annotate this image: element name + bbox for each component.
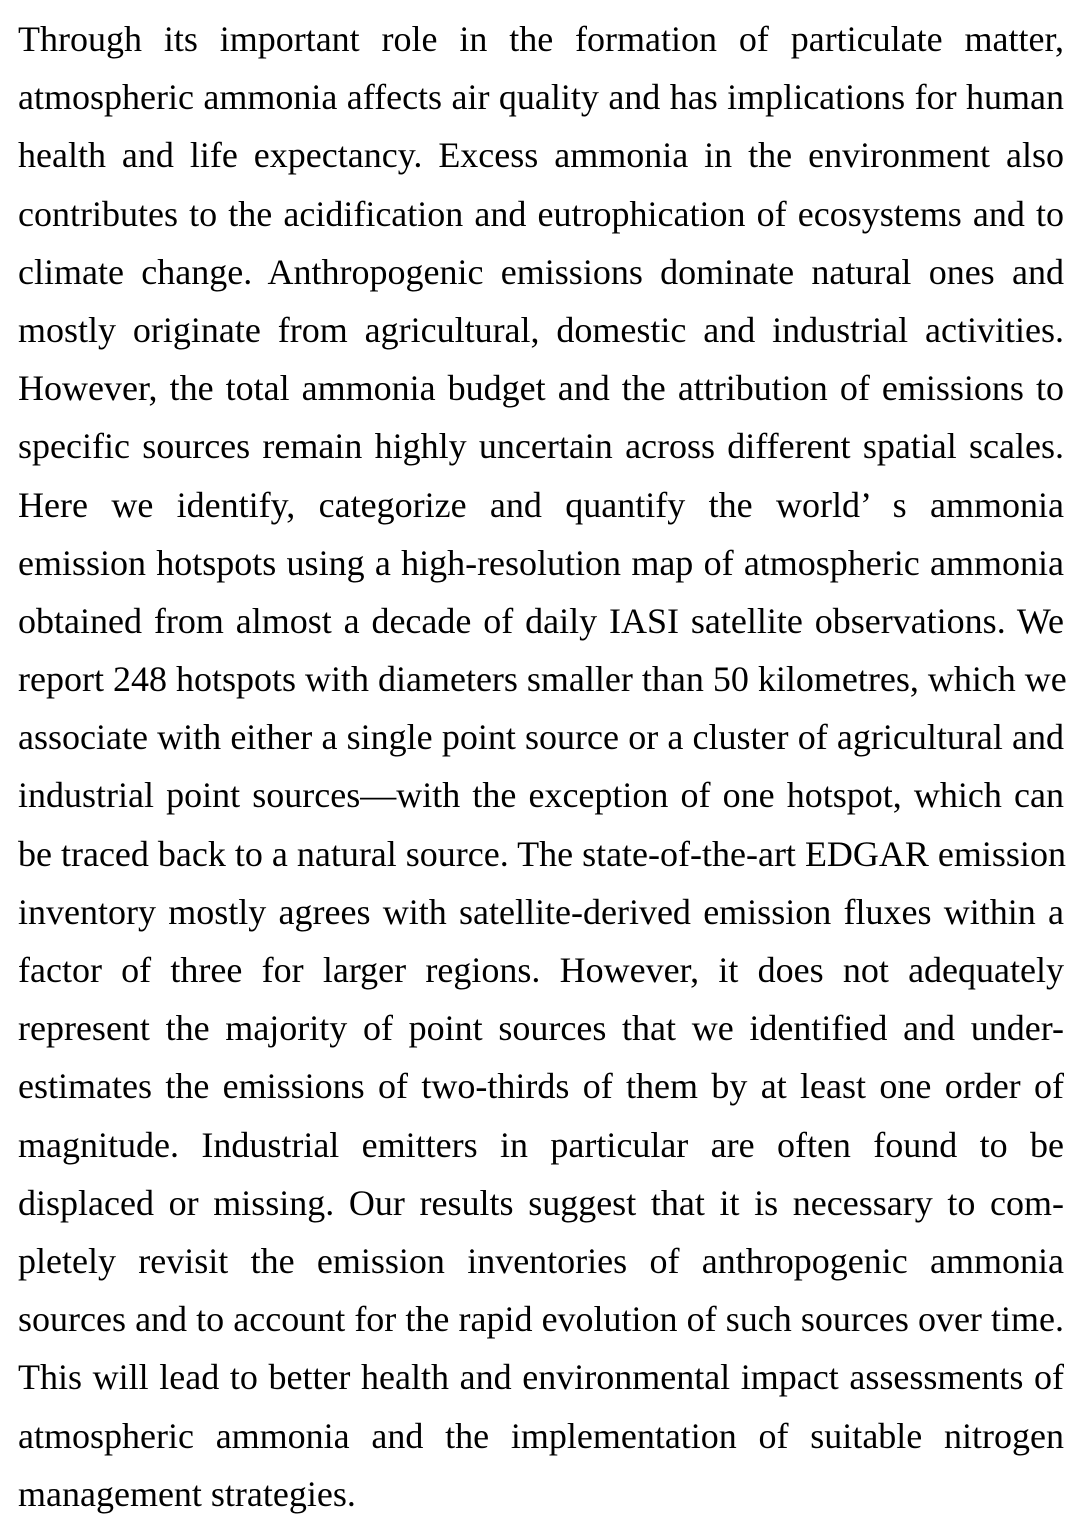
paragraph-line-14: industrial point sources—with the exception of one hotspot, which can (18, 775, 1064, 816)
paragraph-line-26: management strategies. (18, 1473, 356, 1514)
paragraph-line-17: factor of three for larger regions. However, it does not adequately (18, 950, 1064, 990)
paragraph-line-13: associate with either a single point source or a cluster of agricultural and (18, 717, 1064, 758)
paragraph-line-11: obtained from almost a decade of daily IASI satellite observations. We (18, 600, 1064, 641)
paragraph-line-21: displaced or missing. Our results suggest that it is necessary to com- (18, 1182, 1064, 1223)
paragraph-line-16: inventory mostly agrees with satellite-derived emission fluxes within a (18, 891, 1064, 932)
paragraph-line-10: emission hotspots using a high-resolution map of atmospheric ammonia (18, 542, 1064, 583)
paragraph-line-25: atmospheric ammonia and the implementation of suitable nitrogen (18, 1415, 1064, 1456)
paragraph-line-19: estimates the emissions of two-thirds of them by at least one order of (18, 1066, 1064, 1107)
abstract-paragraph (18, 10, 1067, 1523)
paragraph-line-12: report 248 hotspots with diameters smaller than 50 kilometres, which we (18, 659, 1067, 700)
paragraph-line-5: climate change. Anthropogenic emissions dominate natural ones and (18, 251, 1064, 292)
paragraph-line-1: Through its important role in the formation of particulate matter, (18, 19, 1064, 59)
paragraph-line-9: Here we identify, categorize and quantify the world’ s ammonia (18, 484, 1064, 525)
paragraph-line-15: be traced back to a natural source. The state-of-the-art EDGAR emission (18, 833, 1066, 874)
paragraph-line-6: mostly originate from agricultural, domestic and industrial activities. (18, 309, 1064, 350)
paragraph-line-7: However, the total ammonia budget and the attribution of emissions to (18, 368, 1064, 409)
paragraph-line-23: sources and to account for the rapid evolution of such sources over time. (18, 1299, 1064, 1340)
paragraph-line-18: represent the majority of point sources that we identified and under- (18, 1008, 1064, 1049)
paragraph-line-4: contributes to the acidification and eutrophication of ecosystems and to (18, 193, 1064, 234)
paragraph-line-2: atmospheric ammonia affects air quality and has implications for human (18, 77, 1064, 118)
paragraph-line-8: specific sources remain highly uncertain across different spatial scales. (18, 426, 1064, 467)
paragraph-line-24: This will lead to better health and environmental impact assessments of (18, 1357, 1064, 1398)
paragraph-line-22: pletely revisit the emission inventories of anthropogenic ammonia (18, 1240, 1064, 1281)
paragraph-line-20: magnitude. Industrial emitters in particular are often found to be (18, 1124, 1064, 1165)
paragraph-line-3: health and life expectancy. Excess ammonia in the environment also (18, 135, 1064, 176)
